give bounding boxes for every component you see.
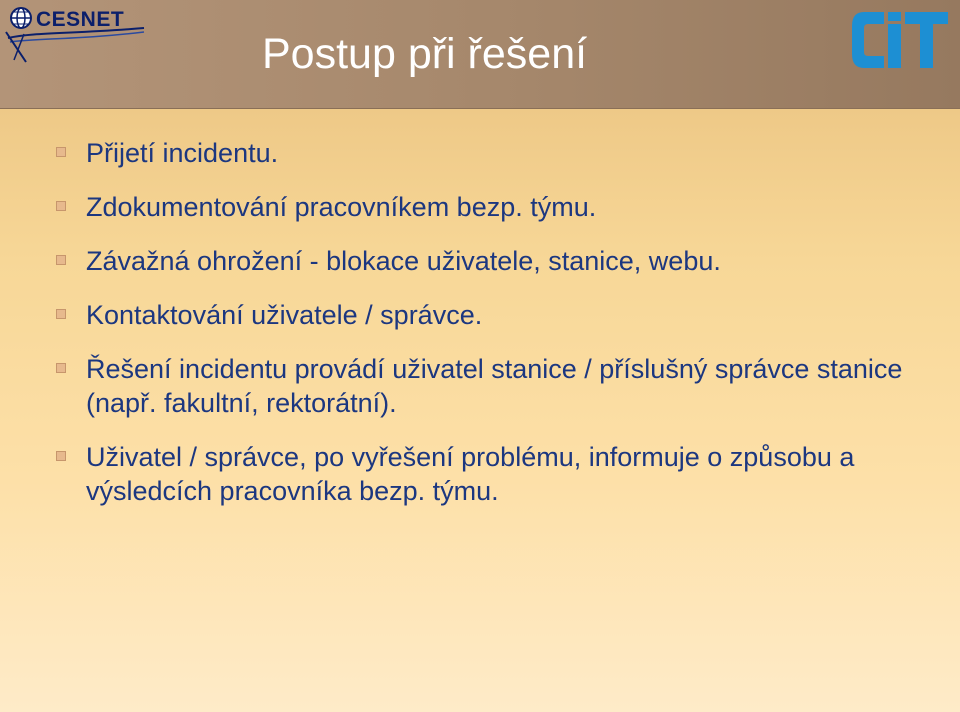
bullet-item [0, 298, 960, 332]
bullet-text: Uživatel / správce, po vyřešení problému, informuje o způsobu a výsledcích pracovníka bezp. týmu. [86, 442, 855, 506]
bullet-square-icon [56, 363, 66, 373]
cit-logo [850, 8, 950, 72]
bullet-square-icon [56, 201, 66, 211]
bullet-square-icon [56, 451, 66, 461]
slide-header [0, 0, 960, 109]
bullet-item [0, 352, 960, 420]
bullet-item [0, 244, 960, 278]
cit-logo-icon [850, 8, 950, 72]
bullet-item [0, 440, 960, 508]
cesnet-logo [4, 2, 148, 64]
cesnet-logo-text: CESNET [36, 8, 125, 31]
bullet-square-icon [56, 255, 66, 265]
bullet-item [0, 190, 960, 224]
bullet-square-icon [56, 309, 66, 319]
slide-title: Postup při řešení [262, 30, 588, 78]
bullet-list [0, 136, 960, 528]
bullet-text: Zdokumentování pracovníkem bezp. týmu. [86, 192, 597, 222]
bullet-text: Kontaktování uživatele / správce. [86, 300, 483, 330]
bullet-text: Závažná ohrožení - blokace uživatele, stanice, webu. [86, 246, 721, 276]
bullet-item [0, 136, 960, 170]
bullet-text: Řešení incidentu provádí uživatel stanice / příslušný správce stanice (např. fakultní, rektorátní). [86, 354, 903, 418]
bullet-square-icon [56, 147, 66, 157]
bullet-text: Přijetí incidentu. [86, 138, 279, 168]
